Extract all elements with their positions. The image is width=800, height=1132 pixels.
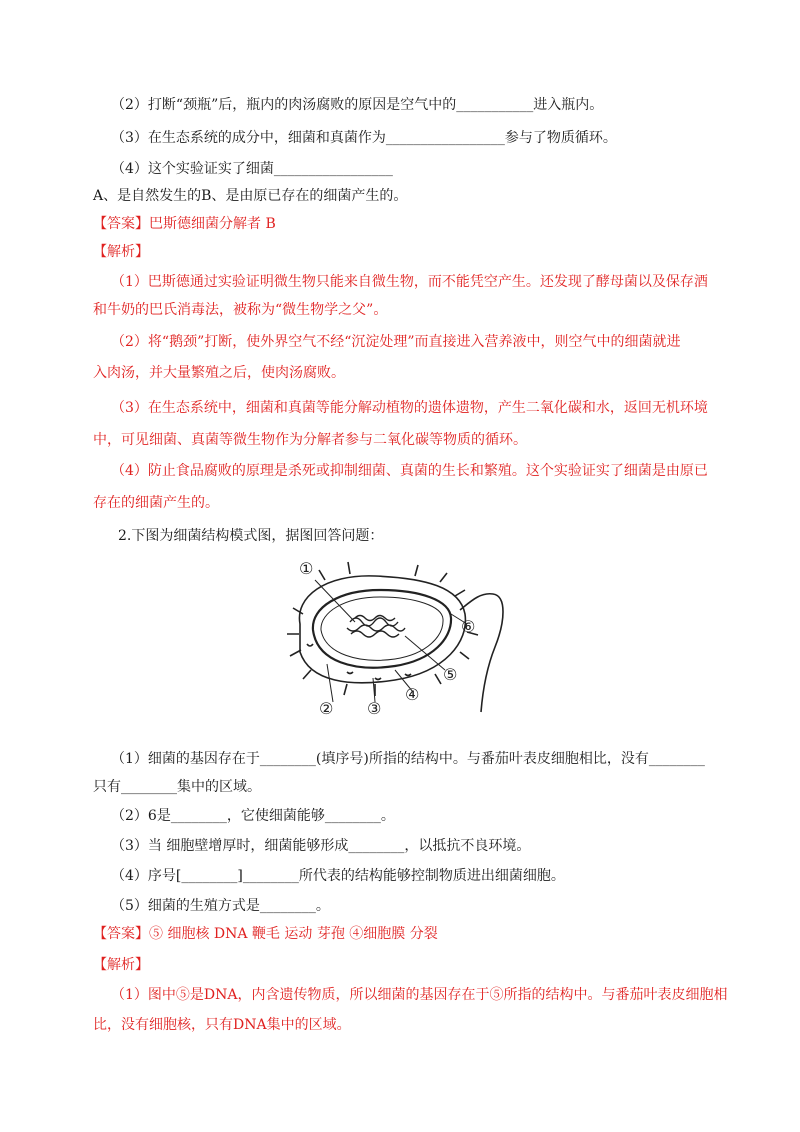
q2-line: （4）序号[________]________所代表的结构能够控制物质进出细菌细胞。 <box>111 868 565 884</box>
q2-line: （2）6是________，它使细菌能够________。 <box>111 808 395 824</box>
q1-analysis-label: 【解析】 <box>93 244 149 260</box>
q2-analysis-label: 【解析】 <box>93 957 149 973</box>
q2-line: （1）细菌的基因存在于________(填序号)所指的结构中。与番茄叶表皮细胞相比，没有________ <box>111 751 705 767</box>
q1-analysis-line: 存在的细菌产生的。 <box>93 495 219 511</box>
q1-answer: 【答案】巴斯德细菌分解者 B <box>93 216 276 232</box>
q1-analysis-line: （1）巴斯德通过实验证明微生物只能来自微生物，而不能凭空产生。还发现了酵母菌以及保存酒 <box>111 274 708 290</box>
q1-options: A、是自然发生的B、是由原已存在的细菌产生的。 <box>93 188 408 204</box>
q1-analysis-line: （4）防止食品腐败的原理是杀死或抑制细菌、真菌的生长和繁殖。这个实验证实了细菌是由原已 <box>111 463 708 479</box>
q1-analysis-line: （2）将“鹅颈”打断，使外界空气不经“沉淀处理”而直接进入营养液中，则空气中的细菌就进 <box>111 334 681 350</box>
label-1: ① <box>299 559 314 578</box>
q1-part4: （4）这个实验证实了细菌_________________ <box>111 161 393 177</box>
q2-line: 只有________集中的区域。 <box>93 779 261 795</box>
q1-part2: （2）打断“颈瓶”后，瓶内的肉汤腐败的原因是空气中的___________进入瓶内。 <box>111 97 604 113</box>
q2-answer: 【答案】⑤ 细胞核 DNA 鞭毛 运动 芽孢 ④细胞膜 分裂 <box>93 926 438 942</box>
q2-line: （5）细菌的生殖方式是________。 <box>111 898 330 914</box>
q2-analysis-line: 比，没有细胞核，只有DNA集中的区域。 <box>93 1017 351 1033</box>
label-2: ② <box>319 699 334 718</box>
q2-line: （3）当 细胞壁增厚时，细菌能够形成________，以抵抗不良环境。 <box>111 838 531 854</box>
q2-analysis-line: （1）图中⑤是DNA，内含遗传物质，所以细菌的基因存在于⑤所指的结构中。与番茄叶表皮细胞相 <box>111 987 728 1003</box>
label-5: ⑤ <box>443 665 458 684</box>
q1-analysis-line: 入肉汤，并大量繁殖之后，使肉汤腐败。 <box>93 365 345 381</box>
bacteria-structure-diagram <box>255 552 505 722</box>
q1-analysis-line: 和牛奶的巴氏消毒法，被称为“微生物学之父”。 <box>93 302 388 318</box>
q1-analysis-line: 中，可见细菌、真菌等微生物作为分解者参与二氧化碳等物质的循环。 <box>93 432 527 448</box>
q2-stem: 2.下图为细菌结构模式图，据图回答问题： <box>118 528 384 544</box>
q1-analysis-line: （3）在生态系统中，细菌和真菌等能分解动植物的遗体遗物，产生二氧化碳和水，返回无机环境 <box>111 400 708 416</box>
q1-part3: （3）在生态系统的成分中，细菌和真菌作为_________________参与了物质循环。 <box>111 130 617 146</box>
label-3: ③ <box>367 699 382 718</box>
label-6: ⑥ <box>461 617 476 636</box>
label-4: ④ <box>405 685 420 704</box>
